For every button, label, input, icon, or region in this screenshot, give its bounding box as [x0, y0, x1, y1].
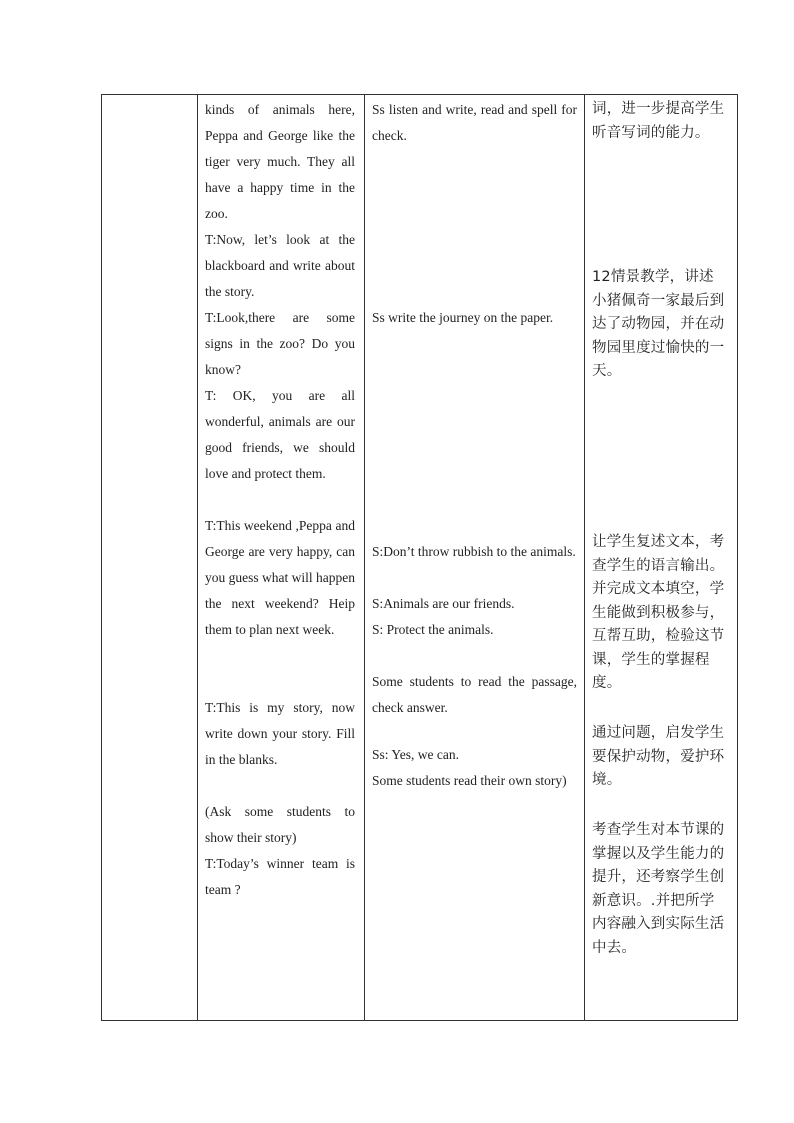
lesson-plan-table [101, 94, 738, 1021]
table-cell-blank [102, 95, 198, 1021]
purpose-text: 12情景教学，讲述小猪佩奇一家最后到达了动物园，并在动物园里度过愉快的一天。 [592, 269, 725, 379]
teacher-text: T:This weekend ,Peppa and George are very happy, can you guess what will happen the next weekend? Heip them to plan next week. [205, 518, 355, 637]
student-text: Ss listen and write, read and spell for check. [372, 102, 577, 143]
student-text: S: Protect the animals. [372, 622, 494, 637]
teacher-text: T: OK, you are all wonderful, animals are our good friends, we should love and protect them. [205, 388, 355, 481]
student-text: Some students read their own story) [372, 773, 567, 788]
teacher-text: kinds of animals here, Peppa and George like the tiger very much. They all have a happy time in the zoo. [205, 102, 355, 221]
student-text: S:Don’t throw rubbish to the animals. [372, 544, 576, 559]
student-text: Ss: Yes, we can. [372, 747, 460, 762]
student-text: Ss write the journey on the paper. [372, 310, 554, 325]
teacher-text: T:This is my story, now write down your story. Fill in the blanks. [205, 700, 355, 767]
student-text: S:Animals are our friends. [372, 596, 515, 611]
teacher-text: T:Look,there are some signs in the zoo? Do you know? [205, 310, 355, 377]
purpose-cell [585, 95, 738, 1021]
teacher-text: (Ask some students to show their story) [205, 804, 355, 845]
purpose-text: 通过问题，启发学生要保护动物，爱护环境。 [592, 725, 725, 788]
student-activity-cell [365, 95, 585, 1021]
purpose-text: 词，进一步提高学生听音写词的能力。 [592, 101, 725, 141]
student-text: Some students to read the passage, check answer. [372, 674, 577, 715]
teacher-activity-cell [198, 95, 365, 1021]
purpose-text: 考查学生对本节课的掌握以及学生能力的提升，还考察学生创新意识。.并把所学内容融入到实际生活中去。 [592, 822, 725, 956]
teacher-text: T:Now, let’s look at the blackboard and write about the story. [205, 232, 355, 299]
purpose-text: 让学生复述文本，考查学生的语言输出。并完成文本填空，学生能做到积极参与，互帮互助，检验这节课，学生的掌握程度。 [592, 534, 725, 691]
teacher-text: T:Today’s winner team is team ? [205, 856, 355, 897]
table-row [102, 95, 738, 1021]
